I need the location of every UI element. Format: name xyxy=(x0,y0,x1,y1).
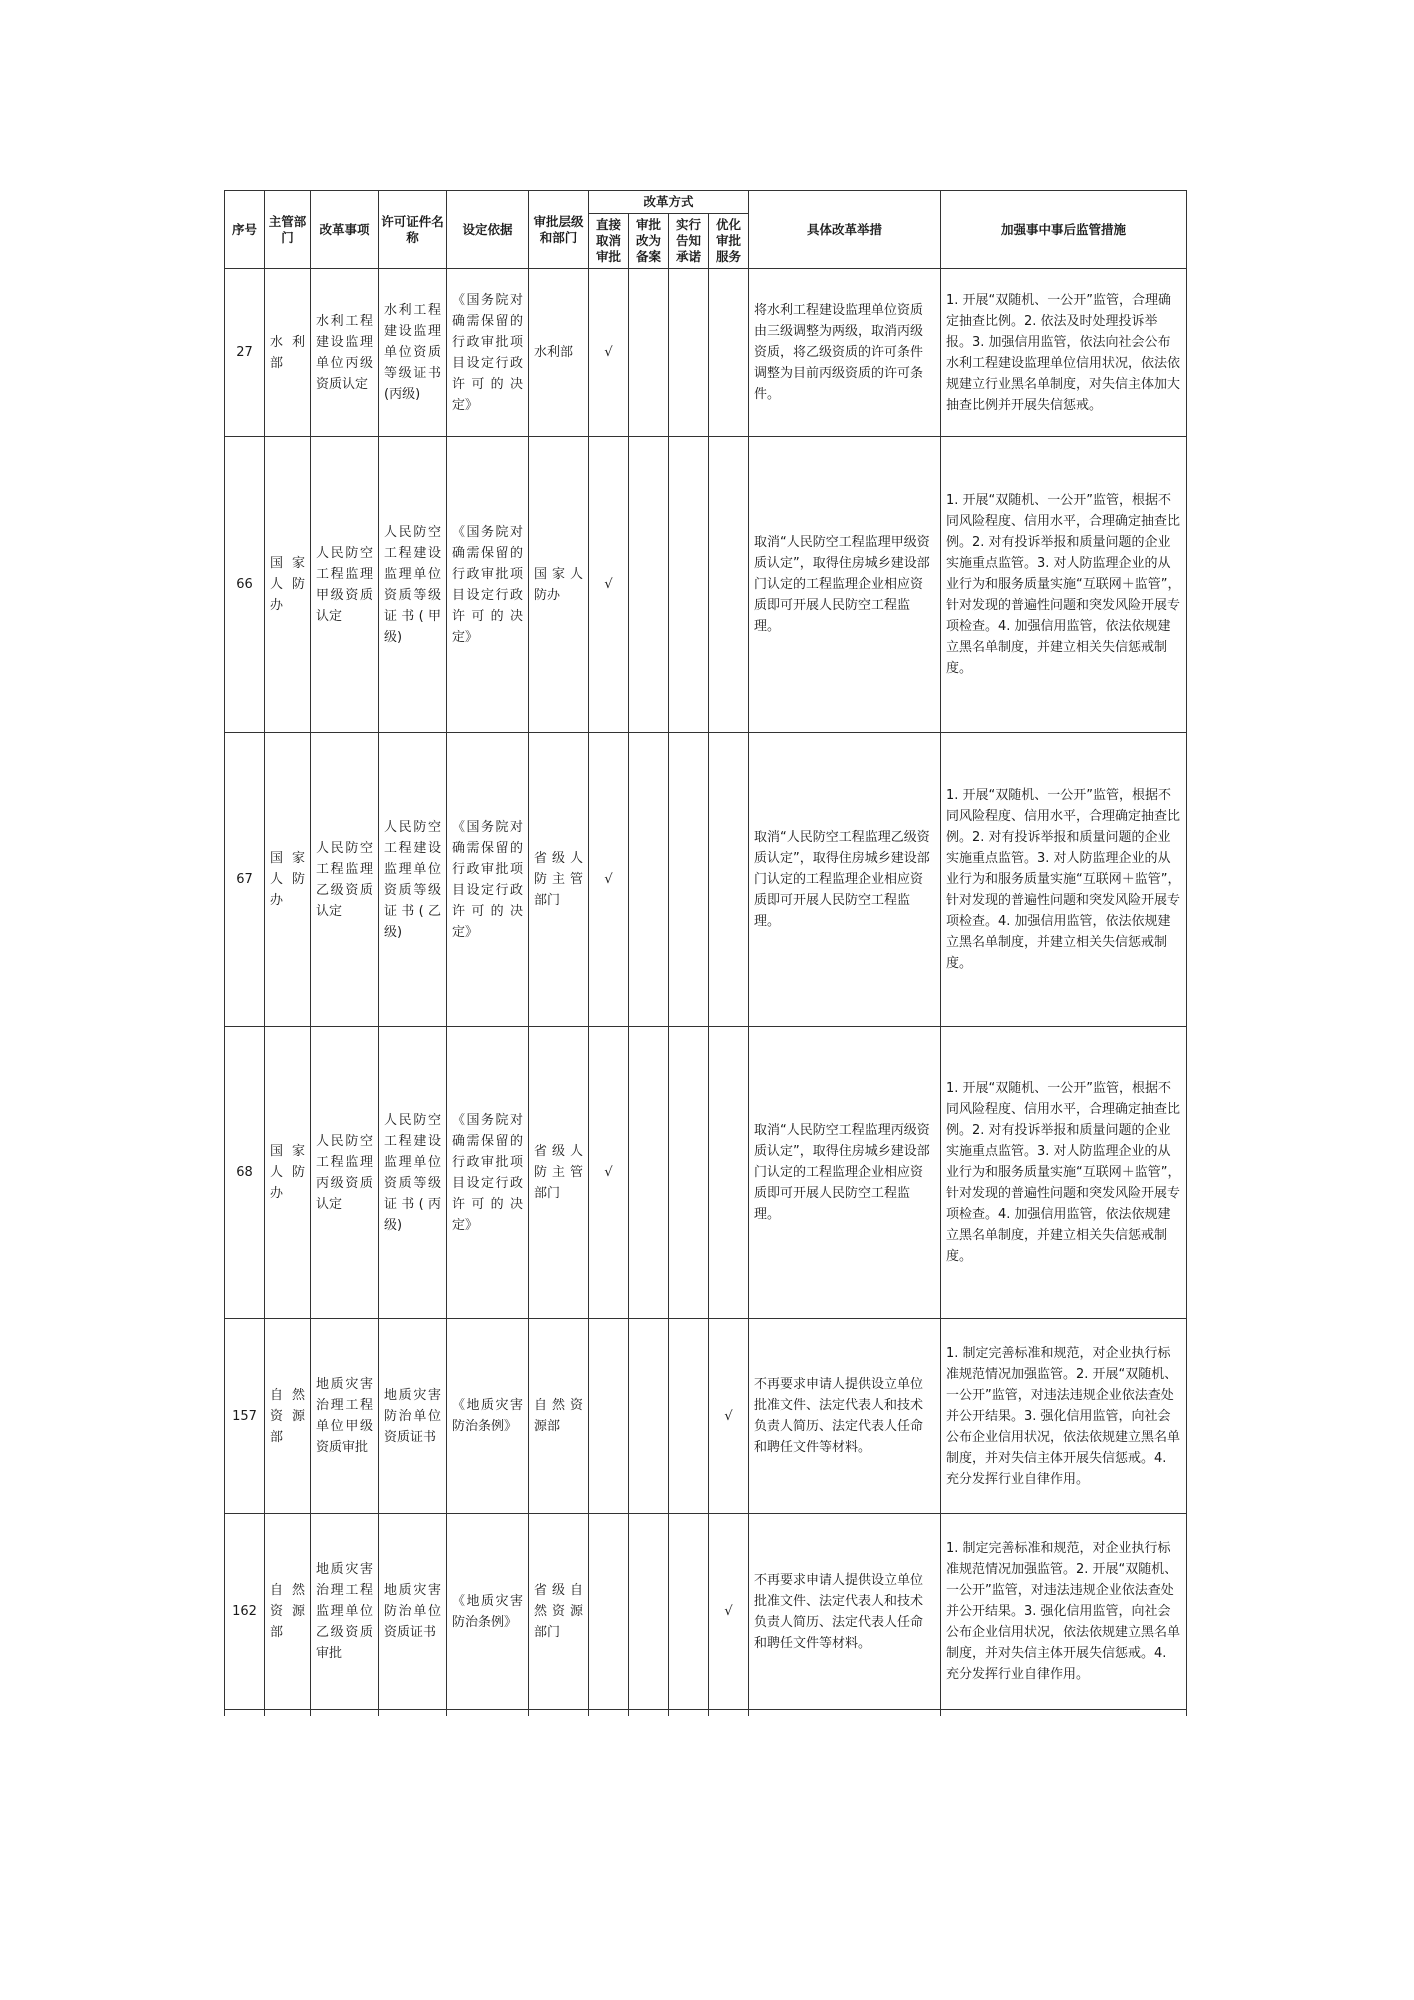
continuation-cell xyxy=(749,1710,941,1716)
cell-level: 国家人防办 xyxy=(529,437,589,733)
table-row xyxy=(225,437,1187,733)
cell-seq: 27 xyxy=(225,269,265,437)
cell-mode-cancel xyxy=(589,1514,629,1710)
cell-cert: 人民防空工程建设监理单位资质等级证书(乙级) xyxy=(379,733,447,1027)
table-header xyxy=(225,191,1187,269)
cell-measures: 取消“人民防空工程监理丙级资质认定”，取得住房城乡建设部门认定的工程监理企业相应资质即可开展人民防空工程监理。 xyxy=(749,1027,941,1319)
cell-dept: 自然资源部 xyxy=(265,1514,311,1710)
cell-level: 省级自然资源部门 xyxy=(529,1514,589,1710)
cell-measures: 不再要求申请人提供设立单位批准文件、法定代表人和技术负责人简历、法定代表人任命和聘任文件等材料。 xyxy=(749,1319,941,1514)
cell-item: 人民防空工程监理乙级资质认定 xyxy=(311,733,379,1027)
header-cert: 许可证件名称 xyxy=(379,191,447,269)
cell-basis: 《地质灾害防治条例》 xyxy=(447,1514,529,1710)
continuation-cell xyxy=(379,1710,447,1716)
continuation-cell xyxy=(311,1710,379,1716)
cell-supervision: 1. 开展“双随机、一公开”监管，根据不同风险程度、信用水平，合理确定抽查比例。2. 对有投诉举报和质量问题的企业实施重点监管。3. 对人防监理企业的从业行为和服务质量实施“互联网＋监管”，针对发现的普遍性问题和突发风险开展专项检查。4. 加强信用监管，依法依规建立黑名单制度，并建立相关失信惩戒制度。 xyxy=(941,1027,1187,1319)
cell-mode-promise xyxy=(669,437,709,733)
table-body xyxy=(225,269,1187,1716)
cell-supervision: 1. 开展“双随机、一公开”监管，根据不同风险程度、信用水平，合理确定抽查比例。2. 对有投诉举报和质量问题的企业实施重点监管。3. 对人防监理企业的从业行为和服务质量实施“互联网＋监管”，针对发现的普遍性问题和突发风险开展专项检查。4. 加强信用监管，依法依规建立黑名单制度，并建立相关失信惩戒制度。 xyxy=(941,733,1187,1027)
cell-mode-record xyxy=(629,1514,669,1710)
cell-dept: 自然资源部 xyxy=(265,1319,311,1514)
cell-seq: 66 xyxy=(225,437,265,733)
cell-supervision: 1. 开展“双随机、一公开”监管，合理确定抽查比例。2. 依法及时处理投诉举报。3. 加强信用监管，依法向社会公布水利工程建设监理单位信用状况，依法依规建立行业黑名单制度，对失信主体加大抽查比例并开展失信惩戒。 xyxy=(941,269,1187,437)
cell-mode-promise xyxy=(669,1319,709,1514)
header-basis: 设定依据 xyxy=(447,191,529,269)
cell-dept: 国家人防办 xyxy=(265,733,311,1027)
continuation-cell xyxy=(669,1710,709,1716)
header-level: 审批层级和部门 xyxy=(529,191,589,269)
cell-mode-cancel: √ xyxy=(589,269,629,437)
cell-cert: 水利工程建设监理单位资质等级证书(丙级) xyxy=(379,269,447,437)
reform-table xyxy=(224,190,1187,1716)
cell-cert: 人民防空工程建设监理单位资质等级证书(甲级) xyxy=(379,437,447,733)
cell-measures: 将水利工程建设监理单位资质由三级调整为两级，取消丙级资质，将乙级资质的许可条件调整为目前丙级资质的许可条件。 xyxy=(749,269,941,437)
cell-cert: 地质灾害防治单位资质证书 xyxy=(379,1319,447,1514)
cell-mode-promise xyxy=(669,733,709,1027)
cell-measures: 取消“人民防空工程监理乙级资质认定”，取得住房城乡建设部门认定的工程监理企业相应资质即可开展人民防空工程监理。 xyxy=(749,733,941,1027)
header-supervision: 加强事中事后监管措施 xyxy=(941,191,1187,269)
cell-level: 自然资源部 xyxy=(529,1319,589,1514)
continuation-cell xyxy=(709,1710,749,1716)
continuation-cell xyxy=(629,1710,669,1716)
continuation-cell xyxy=(265,1710,311,1716)
table-row xyxy=(225,733,1187,1027)
cell-item: 人民防空工程监理甲级资质认定 xyxy=(311,437,379,733)
cell-basis: 《国务院对确需保留的行政审批项目设定行政许可的决定》 xyxy=(447,437,529,733)
cell-mode-record xyxy=(629,733,669,1027)
cell-dept: 国家人防办 xyxy=(265,1027,311,1319)
cell-mode-promise xyxy=(669,269,709,437)
cell-item: 人民防空工程监理丙级资质认定 xyxy=(311,1027,379,1319)
cell-basis: 《国务院对确需保留的行政审批项目设定行政许可的决定》 xyxy=(447,1027,529,1319)
continuation-cell xyxy=(941,1710,1187,1716)
header-dept: 主管部门 xyxy=(265,191,311,269)
cell-level: 水利部 xyxy=(529,269,589,437)
cell-seq: 157 xyxy=(225,1319,265,1514)
cell-supervision: 1. 开展“双随机、一公开”监管，根据不同风险程度、信用水平，合理确定抽查比例。2. 对有投诉举报和质量问题的企业实施重点监管。3. 对人防监理企业的从业行为和服务质量实施“互联网＋监管”，针对发现的普遍性问题和突发风险开展专项检查。4. 加强信用监管，依法依规建立黑名单制度，并建立相关失信惩戒制度。 xyxy=(941,437,1187,733)
cell-mode-optimize xyxy=(709,733,749,1027)
header-measures: 具体改革举措 xyxy=(749,191,941,269)
header-mode-cancel: 直接取消审批 xyxy=(589,214,629,269)
cell-basis: 《地质灾害防治条例》 xyxy=(447,1319,529,1514)
header-item: 改革事项 xyxy=(311,191,379,269)
cell-level: 省级人防主管部门 xyxy=(529,733,589,1027)
cell-cert: 地质灾害防治单位资质证书 xyxy=(379,1514,447,1710)
cell-mode-record xyxy=(629,1319,669,1514)
header-mode-promise: 实行告知承诺 xyxy=(669,214,709,269)
cell-seq: 68 xyxy=(225,1027,265,1319)
cell-mode-cancel: √ xyxy=(589,437,629,733)
cell-mode-record xyxy=(629,437,669,733)
header-mode-optimize: 优化审批服务 xyxy=(709,214,749,269)
cell-item: 地质灾害治理工程监理单位乙级资质审批 xyxy=(311,1514,379,1710)
cell-basis: 《国务院对确需保留的行政审批项目设定行政许可的决定》 xyxy=(447,269,529,437)
cell-supervision: 1. 制定完善标准和规范，对企业执行标准规范情况加强监管。2. 开展“双随机、一公开”监管，对违法违规企业依法查处并公开结果。3. 强化信用监管，向社会公布企业信用状况，依法依规建立黑名单制度，并对失信主体开展失信惩戒。4. 充分发挥行业自律作用。 xyxy=(941,1319,1187,1514)
cell-mode-optimize: √ xyxy=(709,1514,749,1710)
cell-mode-record xyxy=(629,1027,669,1319)
cell-measures: 不再要求申请人提供设立单位批准文件、法定代表人和技术负责人简历、法定代表人任命和聘任文件等材料。 xyxy=(749,1514,941,1710)
table-row-continuation xyxy=(225,1710,1187,1716)
cell-supervision: 1. 制定完善标准和规范，对企业执行标准规范情况加强监管。2. 开展“双随机、一公开”监管，对违法违规企业依法查处并公开结果。3. 强化信用监管，向社会公布企业信用状况，依法依规建立黑名单制度，并对失信主体开展失信惩戒。4. 充分发挥行业自律作用。 xyxy=(941,1514,1187,1710)
continuation-cell xyxy=(589,1710,629,1716)
cell-mode-optimize xyxy=(709,1027,749,1319)
cell-mode-record xyxy=(629,269,669,437)
cell-mode-cancel xyxy=(589,1319,629,1514)
cell-measures: 取消“人民防空工程监理甲级资质认定”，取得住房城乡建设部门认定的工程监理企业相应资质即可开展人民防空工程监理。 xyxy=(749,437,941,733)
continuation-cell xyxy=(447,1710,529,1716)
header-mode-group: 改革方式 xyxy=(589,191,749,214)
cell-mode-cancel: √ xyxy=(589,1027,629,1319)
table-row xyxy=(225,1319,1187,1514)
cell-dept: 水利部 xyxy=(265,269,311,437)
cell-cert: 人民防空工程建设监理单位资质等级证书(丙级) xyxy=(379,1027,447,1319)
cell-mode-optimize xyxy=(709,269,749,437)
cell-basis: 《国务院对确需保留的行政审批项目设定行政许可的决定》 xyxy=(447,733,529,1027)
header-mode-record: 审批改为备案 xyxy=(629,214,669,269)
table-row xyxy=(225,1027,1187,1319)
table-row xyxy=(225,1514,1187,1710)
continuation-cell xyxy=(529,1710,589,1716)
table-row xyxy=(225,269,1187,437)
cell-mode-optimize: √ xyxy=(709,1319,749,1514)
cell-item: 水利工程建设监理单位丙级资质认定 xyxy=(311,269,379,437)
cell-mode-promise xyxy=(669,1027,709,1319)
cell-seq: 162 xyxy=(225,1514,265,1710)
cell-item: 地质灾害治理工程单位甲级资质审批 xyxy=(311,1319,379,1514)
header-seq: 序号 xyxy=(225,191,265,269)
cell-mode-optimize xyxy=(709,437,749,733)
cell-seq: 67 xyxy=(225,733,265,1027)
cell-level: 省级人防主管部门 xyxy=(529,1027,589,1319)
cell-dept: 国家人防办 xyxy=(265,437,311,733)
cell-mode-cancel: √ xyxy=(589,733,629,1027)
cell-mode-promise xyxy=(669,1514,709,1710)
continuation-cell xyxy=(225,1710,265,1716)
